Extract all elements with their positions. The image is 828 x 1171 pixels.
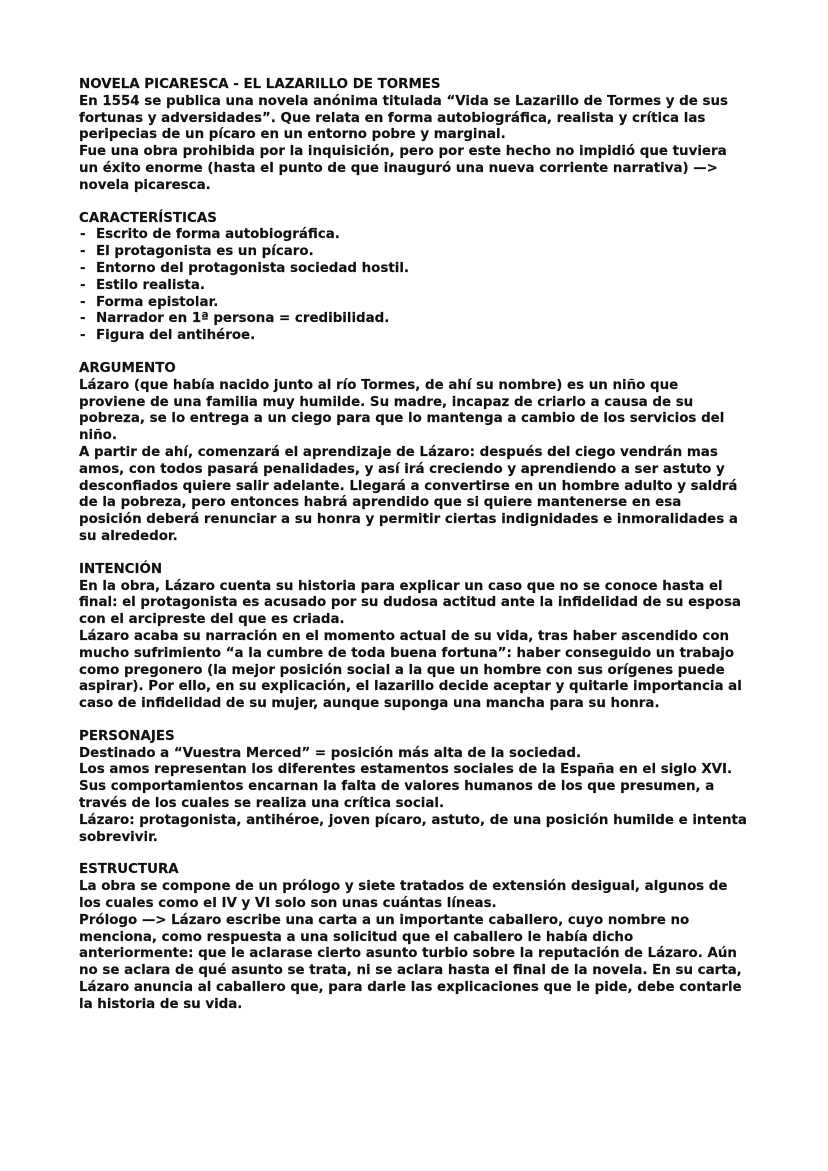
paragraph: Lázaro acaba su narración en el momento actual de su vida, tras haber ascendido con mucho sufrimiento “a la cumbre de toda buena fortuna”: haber conseguido un trabajo como pregonero (la mejor posición social a la que un hombre con sus orígenes puede aspirar). Por ello, en su explicación, el lazarillo decide aceptar y quitarle importancia al caso de infidelidad de su mujer, aunque suponga una mancha para su honra.: [79, 628, 742, 712]
paragraph: En la obra, Lázaro cuenta su historia para explicar un caso que no se conoce hasta el final: el protagonista es acusado por su dudosa actitud ante la infidelidad de su esposa con el arcipreste del que es criada.: [79, 578, 741, 628]
paragraph: Destinado a “Vuestra Merced” = posición más alta de la sociedad.: [79, 745, 582, 761]
intro-paragraph: Fue una obra prohibida por la inquisición, pero por este hecho no impidió que tuviera un éxito enorme (hasta el punto de que inauguró una nueva corriente narrativa) —> novela picaresca.: [79, 144, 727, 193]
list-item: - Figura del antihéroe.: [79, 328, 747, 345]
list-item: - Entorno del protagonista sociedad hostil.: [79, 261, 747, 278]
paragraph: Lázaro: protagonista, antihéroe, joven pícaro, astuto, de una posición humilde e intenta sobrevivir.: [79, 812, 747, 845]
caracteristicas-section: [79, 211, 747, 345]
section-heading: CARACTERÍSTICAS: [79, 210, 217, 226]
intro-paragraph: En 1554 se publica una novela anónima titulada “Vida se Lazarillo de Tormes y de sus fortunas y adversidades”. Que relata en forma autobiográfica, realista y crítica las peripecias de un pícaro en un entorno pobre y marginal.: [79, 93, 728, 143]
paragraph: A partir de ahí, comenzará el aprendizaje de Lázaro: después del ciego vendrán mas amos, con todos pasará penalidades, y así irá creciendo y aprendiendo a ser astuto y desconfiados quiere salir adelante. Llegará a convertirse en un hombre adulto y saldrá de la pobreza, pero entonces habrá aprendido que si quiere mantenerse en esa posición deberá renunciar a su honra y permitir ciertas indignidades e inmoralidades a su alrededor.: [79, 444, 738, 544]
section-heading: ARGUMENTO: [79, 360, 176, 376]
document-title: NOVELA PICARESCA - EL LAZARILLO DE TORMES: [79, 77, 441, 92]
estructura-section: [79, 862, 747, 1013]
personajes-section: [79, 729, 747, 847]
intro-section: [79, 77, 747, 195]
section-heading: INTENCIÓN: [79, 561, 163, 577]
document-page: [79, 77, 747, 1014]
paragraph: Los amos representan los diferentes estamentos sociales de la España en el siglo XVI. Sus comportamientos encarnan la falta de valores humanos de los que presumen, a través de los cuales se realiza una crítica social.: [79, 762, 733, 812]
paragraph: Lázaro (que había nacido junto al río Tormes, de ahí su nombre) es un niño que proviene de una familia muy humilde. Su madre, incapaz de criarlo a causa de su pobreza, se lo entrega a un ciego para que lo mantenga a cambio de los servicios del niño.: [79, 377, 725, 444]
list-item: - El protagonista es un pícaro.: [79, 244, 747, 261]
list-item: - Forma epistolar.: [79, 295, 747, 312]
paragraph: La obra se compone de un prólogo y siete tratados de extensión desigual, algunos de los cuales como el IV y VI solo son unas cuántas líneas.: [79, 879, 728, 912]
section-heading: PERSONAJES: [79, 728, 175, 744]
argumento-section: [79, 361, 747, 546]
caracteristicas-list: [79, 227, 747, 345]
list-item: - Escrito de forma autobiográfica.: [79, 227, 747, 244]
intencion-section: [79, 562, 747, 713]
list-item: - Narrador en 1ª persona = credibilidad.: [79, 311, 747, 328]
paragraph: Prólogo —> Lázaro escribe una carta a un importante caballero, cuyo nombre no menciona, como respuesta a una solicitud que el caballero le había dicho anteriormente: que le aclarase cierto asunto turbio sobre la reputación de Lázaro. Aún no se aclara de qué asunto se trata, ni se aclara hasta el final de la novela. En su carta, Lázaro anuncia al caballero que, para darle las explicaciones que le pide, debe contarle la historia de su vida.: [79, 912, 742, 1012]
list-item: - Estilo realista.: [79, 278, 747, 295]
section-heading: ESTRUCTURA: [79, 862, 179, 878]
